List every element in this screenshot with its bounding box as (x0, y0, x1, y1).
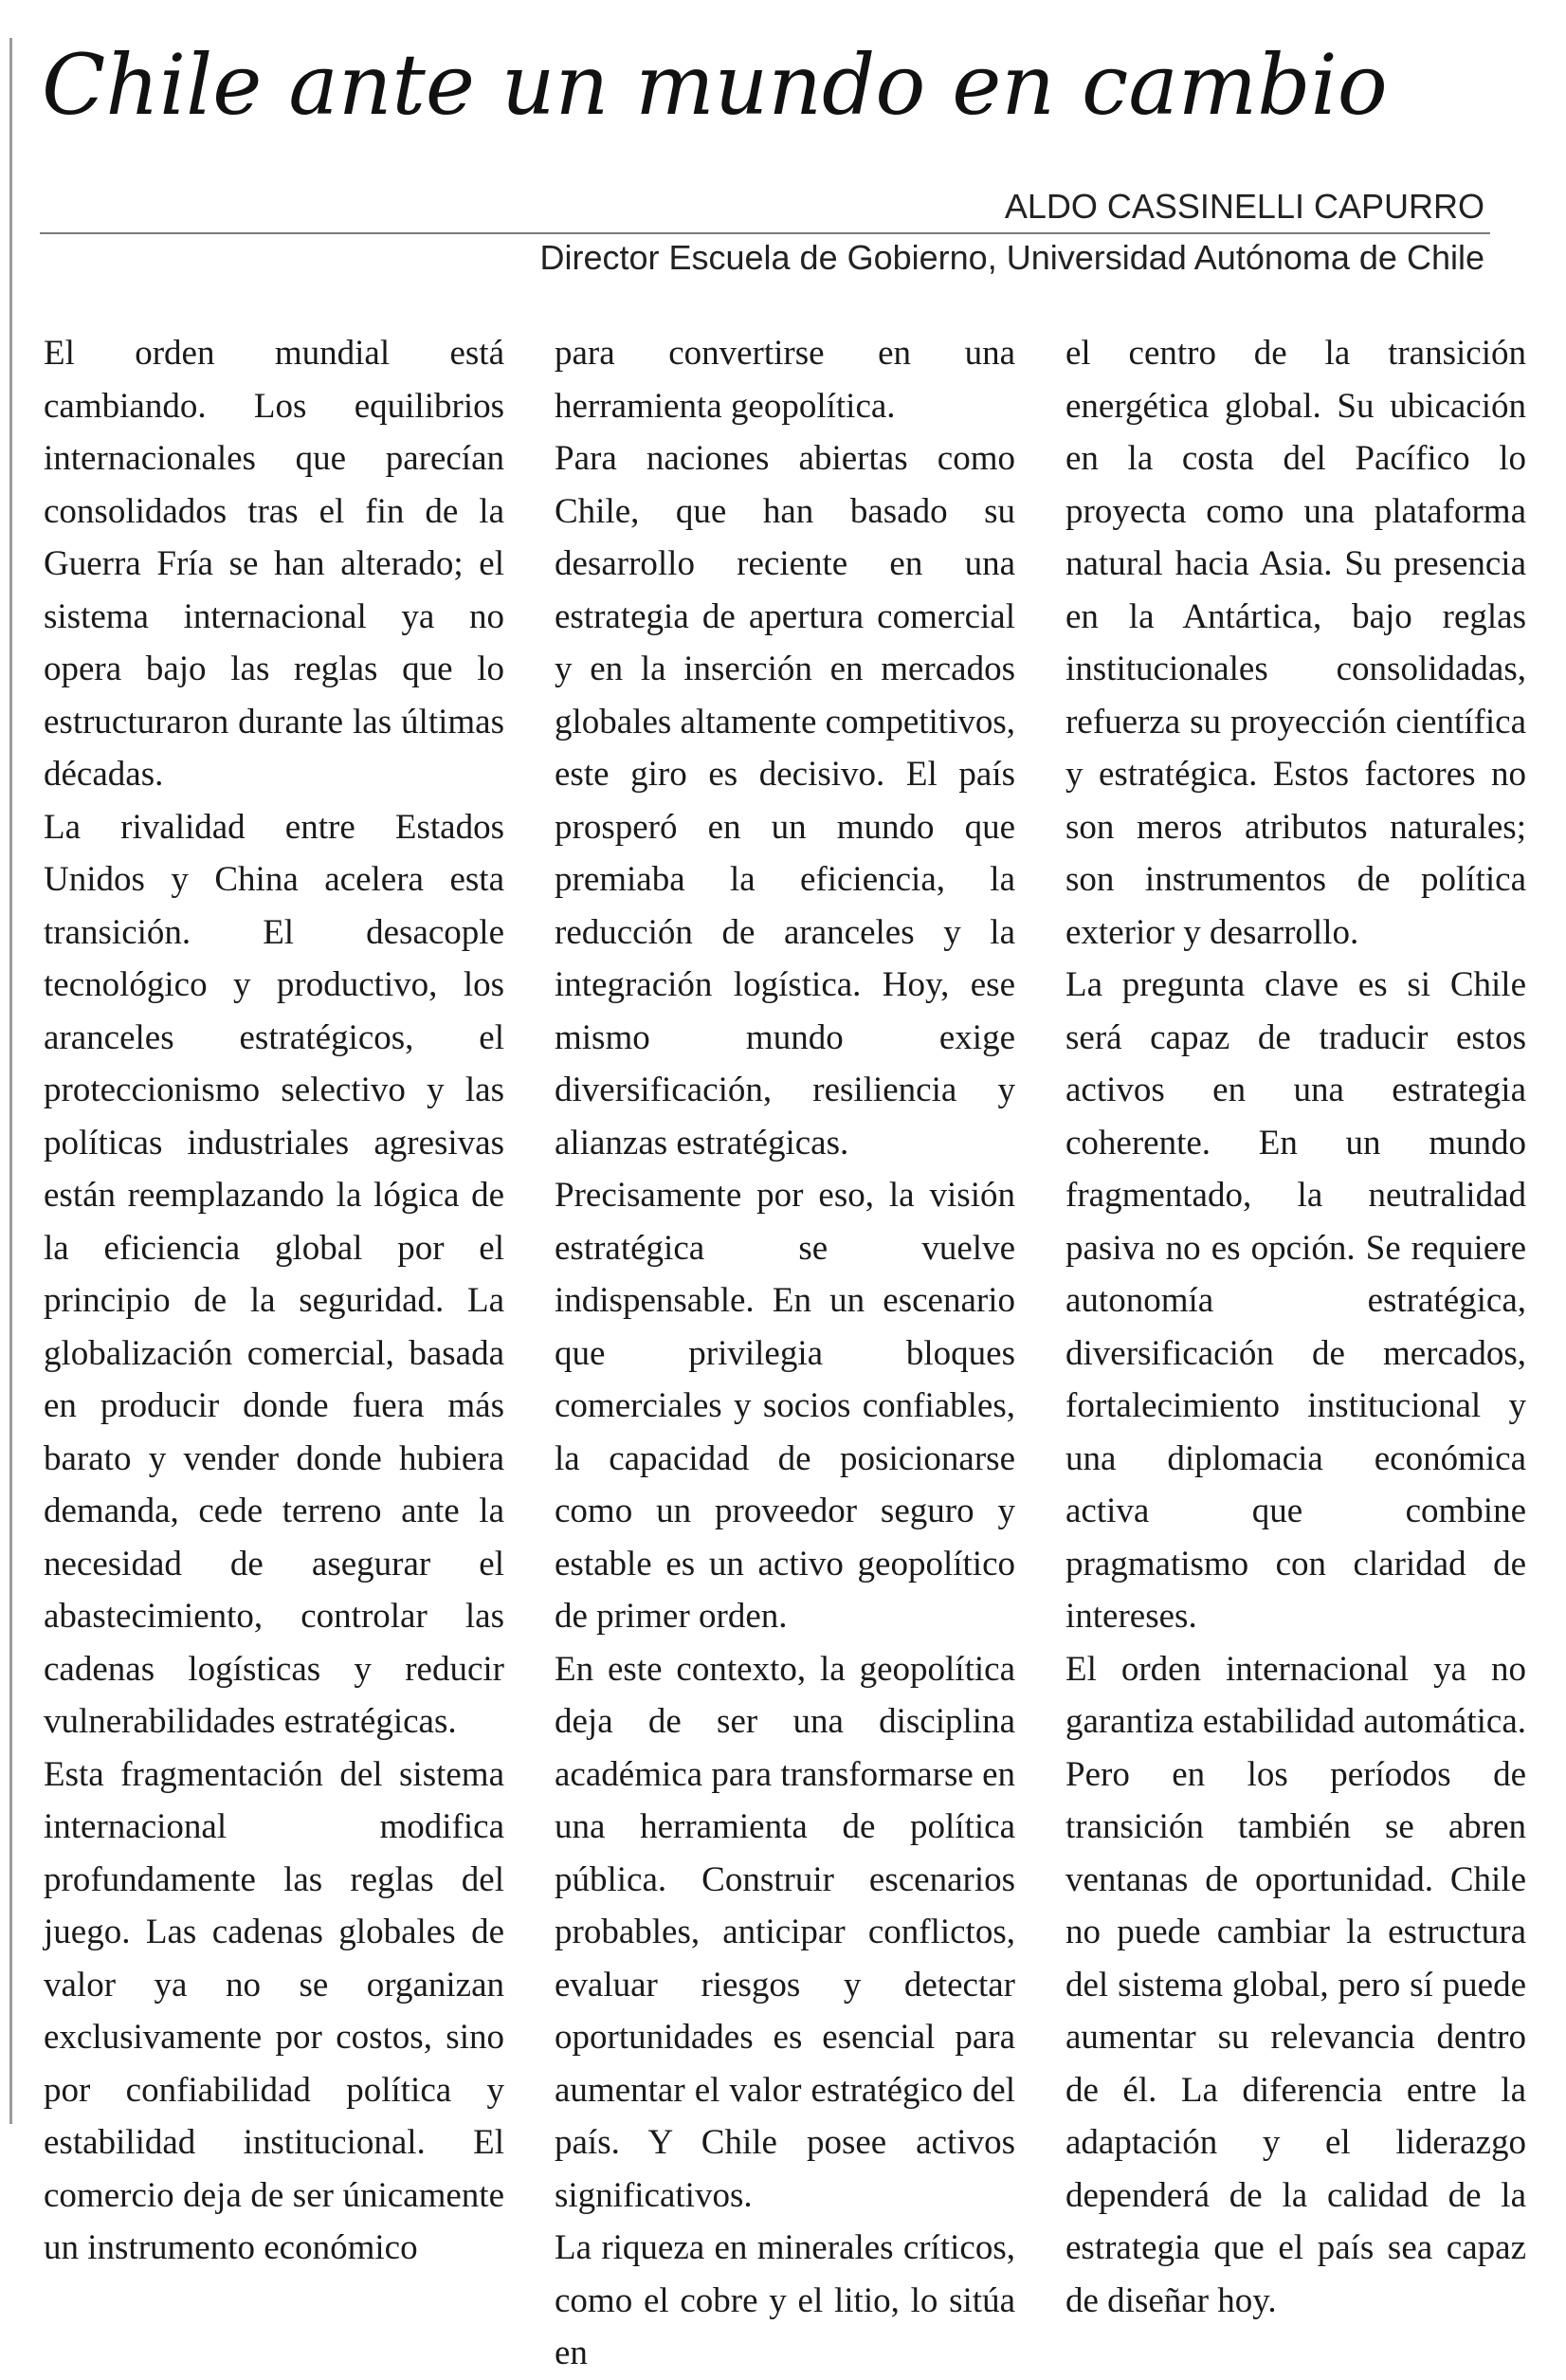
paragraph: Para naciones abiertas como Chile, que han basado su desarrollo reciente en una estrategia de apertura comercial y en la inserción en mercados globales altamente competitivos, este giro es decisivo. El país prosperó en un mundo que premiaba la eficiencia, la reducción de aranceles y la integración logística. Hoy, ese mismo mundo exige diversificación, resiliencia y alianzas estratégicas. (555, 439, 1016, 1163)
paragraph: el centro de la transición energética global. Su ubicación en la costa del Pacífico lo proyecta como una plataforma natural hacia Asia. Su presencia en la Antártica, bajo reglas institucionales consolidadas, refuerza su proyección científica y estratégica. Estos factores no son meros atributos naturales; son instrumentos de política exterior y desarrollo. (1065, 334, 1526, 952)
paragraph: El orden mundial está cambiando. Los equilibrios internacionales que parecían consolidados tras el fin de la Guerra Fría se han alterado; el sistema internacional ya no opera bajo las reglas que lo estructuraron durante las últimas décadas. (44, 334, 504, 794)
paragraph: El orden internacional ya no garantiza estabilidad automática. Pero en los períodos de transición también se abren ventanas de oportunidad. Chile no puede cambiar la estructura del sistema global, pero sí puede aumentar su relevancia dentro de él. La diferencia entre la adaptación y el liderazgo dependerá de la calidad de la estrategia que el país sea capaz de diseñar hoy. (1065, 1649, 1526, 2320)
article-title: Chile ante un mundo en cambio (42, 36, 1388, 134)
paragraph: La riqueza en minerales críticos, como el cobre y el litio, lo sitúa en (555, 2228, 1015, 2372)
paragraph: En este contexto, la geopolítica deja de ser una disciplina académica para transformarse en una herramienta de política pública. Construir escenarios probables, anticipar conflictos, evaluar riesgos y detectar oportunidades es esencial para aumentar el valor estratégico del país. Y Chile posee activos significativos. (555, 1649, 1015, 2215)
text-column-2 (555, 327, 1016, 2372)
paragraph: Esta fragmentación del sistema internacional modifica profundamente las reglas del juego. Las cadenas globales de valor ya no se organizan exclusivamente por costos, sino por confiabilidad política y estabilidad institucional. El comercio deja de ser únicamente un instrumento económico (44, 1754, 504, 2267)
text-column-1 (44, 327, 504, 2267)
paragraph: La pregunta clave es si Chile será capaz de traducir estos activos en una estrategia coherente. En un mundo fragmentado, la neutralidad pasiva no es opción. Se requiere autonomía estratégica, diversificación de mercados, fortalecimiento institucional y una diplomacia económica activa que combine pragmatismo con claridad de intereses. (1065, 965, 1526, 1636)
article-body (44, 327, 1526, 2372)
paragraph: para convertirse en una herramienta geopolítica. (555, 334, 1015, 426)
paragraph: Precisamente por eso, la visión estratégica se vuelve indispensable. En un escenario que privilegia bloques comerciales y socios confiables, la capacidad de posicionarse como un proveedor seguro y estable es un activo geopolítico de primer orden. (555, 1176, 1015, 1636)
paragraph: La rivalidad entre Estados Unidos y China acelera esta transición. El desacople tecnológico y productivo, los aranceles estratégicos, el proteccionismo selectivo y las políticas industriales agresivas están reemplazando la lógica de la eficiencia global por el principio de la seguridad. La globalización comercial, basada en producir donde fuera más barato y vender donde hubiera demanda, cede terreno ante la necesidad de asegurar el abastecimiento, controlar las cadenas logísticas y reducir vulnerabilidades estratégicas. (44, 807, 504, 1741)
text-column-3 (1065, 327, 1526, 2320)
author-name: ALDO CASSINELLI CAPURRO (1004, 187, 1484, 226)
left-margin-rule (9, 38, 12, 2124)
byline-divider (40, 232, 1490, 234)
author-role: Director Escuela de Gobierno, Universidad Autónoma de Chile (539, 238, 1484, 277)
